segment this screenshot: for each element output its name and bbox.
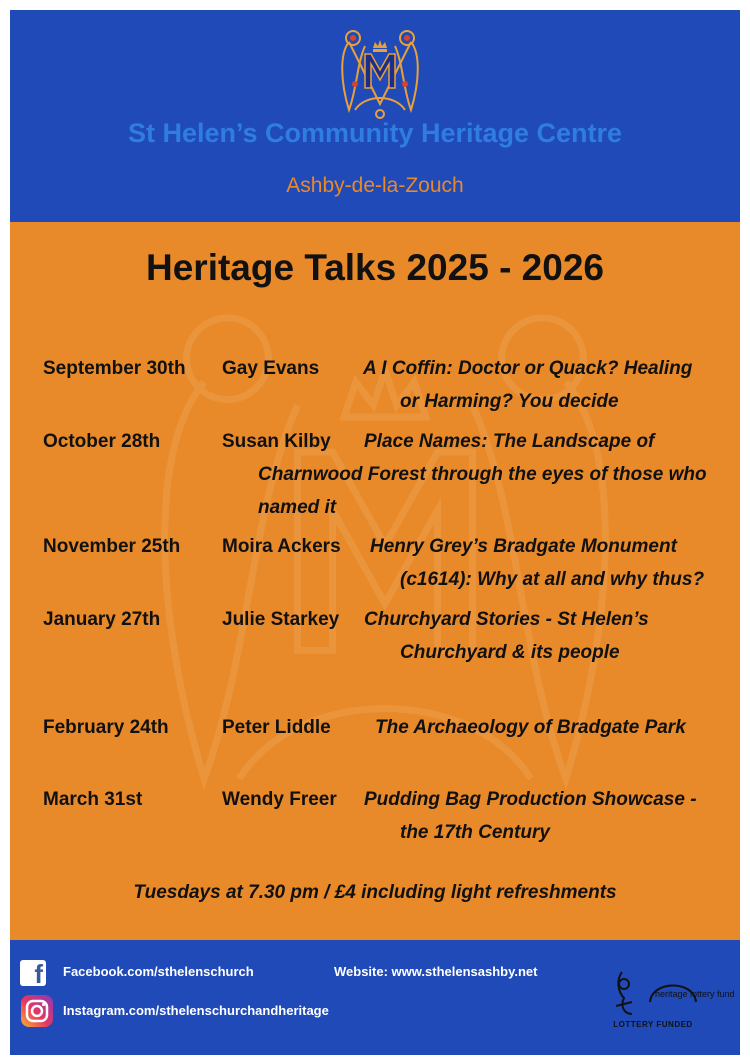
talks-section [10,222,740,940]
organisation-name: St Helen’s Community Heritage Centre [127,118,623,148]
lottery-funded-label: LOTTERY FUNDED [613,1020,693,1029]
instagram-icon[interactable] [20,994,54,1028]
footer-band [10,940,740,1055]
talk-topic-line: The Archaeology of Bradgate Park [375,717,686,738]
page-title: Heritage Talks 2025 - 2026 [146,247,604,288]
facebook-icon[interactable]: f [20,960,46,986]
talk-date: February 24th [43,717,169,738]
talk-speaker: Julie Starkey [222,609,340,630]
lottery-logo-text: heritage lottery fund [655,989,735,999]
talk-date: September 30th [43,358,186,379]
instagram-link[interactable]: Instagram.com/sthelenschurchandheritage [63,1003,329,1018]
talk-topic-line: Charnwood Forest through the eyes of those who [258,464,707,485]
event-details: Tuesdays at 7.30 pm / £4 including light refreshments [133,882,617,903]
talk-topic-line: Churchyard & its people [400,642,620,663]
talk-topic-line: named it [258,497,337,518]
monogram-logo [335,24,425,120]
talk-date: March 31st [43,789,143,810]
website-link[interactable]: Website: www.sthelensashby.net [334,964,538,979]
talk-date: October 28th [43,431,161,452]
talk-date: November 25th [43,536,181,557]
talk-topic-line: Henry Grey’s Bradgate Monument [370,536,677,557]
talk-topic-line: (c1614): Why at all and why thus? [400,569,705,590]
facebook-link[interactable]: Facebook.com/sthelenschurch [63,964,254,979]
talk-topic-line: the 17th Century [400,822,550,843]
talk-topic-line: Pudding Bag Production Showcase - [364,789,697,810]
talk-speaker: Wendy Freer [222,789,337,810]
header-band [10,10,740,222]
talk-speaker: Gay Evans [222,358,320,379]
talk-topic-line: or Harming? You decide [400,391,619,412]
poster [10,10,740,1055]
town-name: Ashby-de-la-Zouch [286,174,464,197]
talk-speaker: Susan Kilby [222,431,331,452]
talk-speaker: Moira Ackers [222,536,341,557]
talk-speaker: Peter Liddle [222,717,331,738]
talk-date: January 27th [43,609,161,630]
talk-topic-line: Churchyard Stories - St Helen’s [364,609,649,630]
talk-topic-line: Place Names: The Landscape of [364,431,655,452]
talk-topic-line: A I Coffin: Doctor or Quack? Healing [363,358,693,379]
